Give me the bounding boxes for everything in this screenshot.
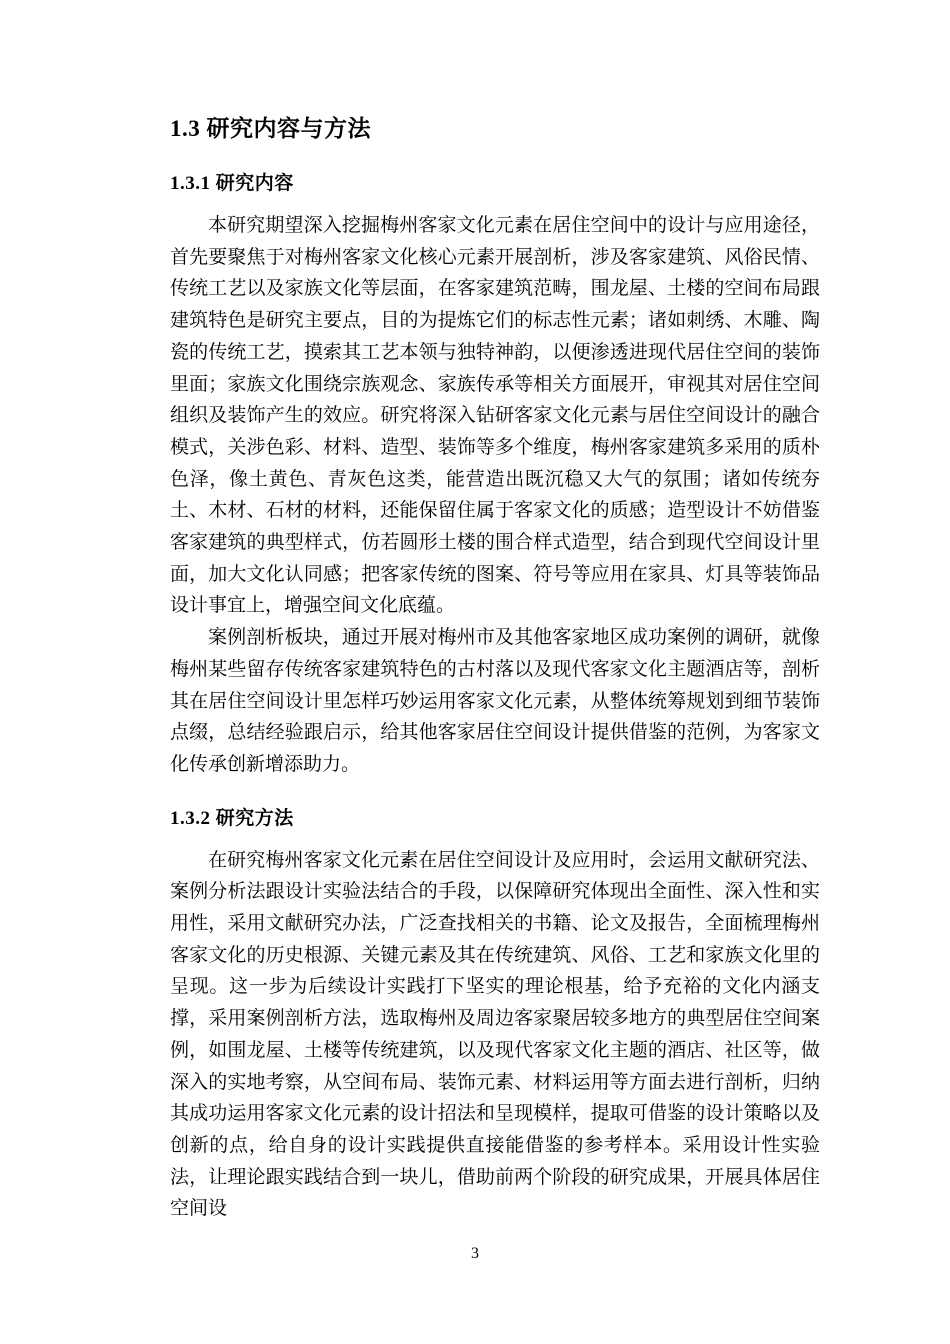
subsection-heading-research-content: 1.3.1 研究内容 [170, 173, 294, 194]
paragraph-research-content-2: 案例剖析板块，通过开展对梅州市及其他客家地区成功案例的调研，就像梅州某些留存传统客家建筑特色的古村落以及现代客家文化主题酒店等，剖析其在居住空间设计里怎样巧妙运用客家文化元素，从整体统筹规划到细节装饰点缀，总结经验跟启示，给其他客家居住空间设计提供借鉴的范例，为客家文化传承创新增添助力。 [170, 627, 820, 775]
page-content [170, 112, 820, 1225]
paragraph-research-methods-1: 在研究梅州客家文化元素在居住空间设计及应用时，会运用文献研究法、案例分析法跟设计实验法结合的手段，以保障研究体现出全面性、深入性和实用性，采用文献研究办法，广泛查找相关的书籍、论文及报告，全面梳理梅州客家文化的历史根源、关键元素及其在传统建筑、风俗、工艺和家族文化里的呈现。这一步为后续设计实践打下坚实的理论根基，给予充裕的文化内涵支撑，采用案例剖析方法，选取梅州及周边客家聚居较多地方的典型居住空间案例，如围龙屋、土楼等传统建筑，以及现代客家文化主题的酒店、社区等，做深入的实地考察，从空间布局、装饰元素、材料运用等方面去进行剖析，归纳其成功运用客家文化元素的设计招法和呈现模样，提取可借鉴的设计策略以及创新的点，给自身的设计实践提供直接能借鉴的参考样本。采用设计性实验法，让理论跟实践结合到一块儿，借助前两个阶段的研究成果，开展具体居住空间设 [170, 849, 820, 1220]
paragraph-research-content-1: 本研究期望深入挖掘梅州客家文化元素在居住空间中的设计与应用途径，首先要聚焦于对梅州客家文化核心元素开展剖析，涉及客家建筑、风俗民情、传统工艺以及家族文化等层面，在客家建筑范畴，围龙屋、土楼的空间布局跟建筑特色是研究主要点，目的为提炼它们的标志性元素；诸如刺绣、木雕、陶瓷的传统工艺，摸索其工艺本领与独特神韵，以便渗透进现代居住空间的装饰里面；家族文化围绕宗族观念、家族传承等相关方面展开，审视其对居住空间组织及装饰产生的效应。研究将深入钻研客家文化元素与居住空间设计的融合模式，关涉色彩、材料、造型、装饰等多个维度，梅州客家建筑多采用的质朴色泽，像土黄色、青灰色这类，能营造出既沉稳又大气的氛围；诸如传统夯土、木材、石材的材料，还能保留住属于客家文化的质感；造型设计不妨借鉴客家建筑的典型样式，仿若圆形土楼的围合样式造型，结合到现代空间设计里面，加大文化认同感；把客家传统的图案、符号等应用在家具、灯具等装饰品设计事宜上，增强空间文化底蕴。 [170, 215, 820, 617]
section-heading: 1.3 研究内容与方法 [170, 116, 371, 141]
subsection-heading-research-methods: 1.3.2 研究方法 [170, 807, 294, 829]
page-number: 3 [471, 1245, 479, 1262]
